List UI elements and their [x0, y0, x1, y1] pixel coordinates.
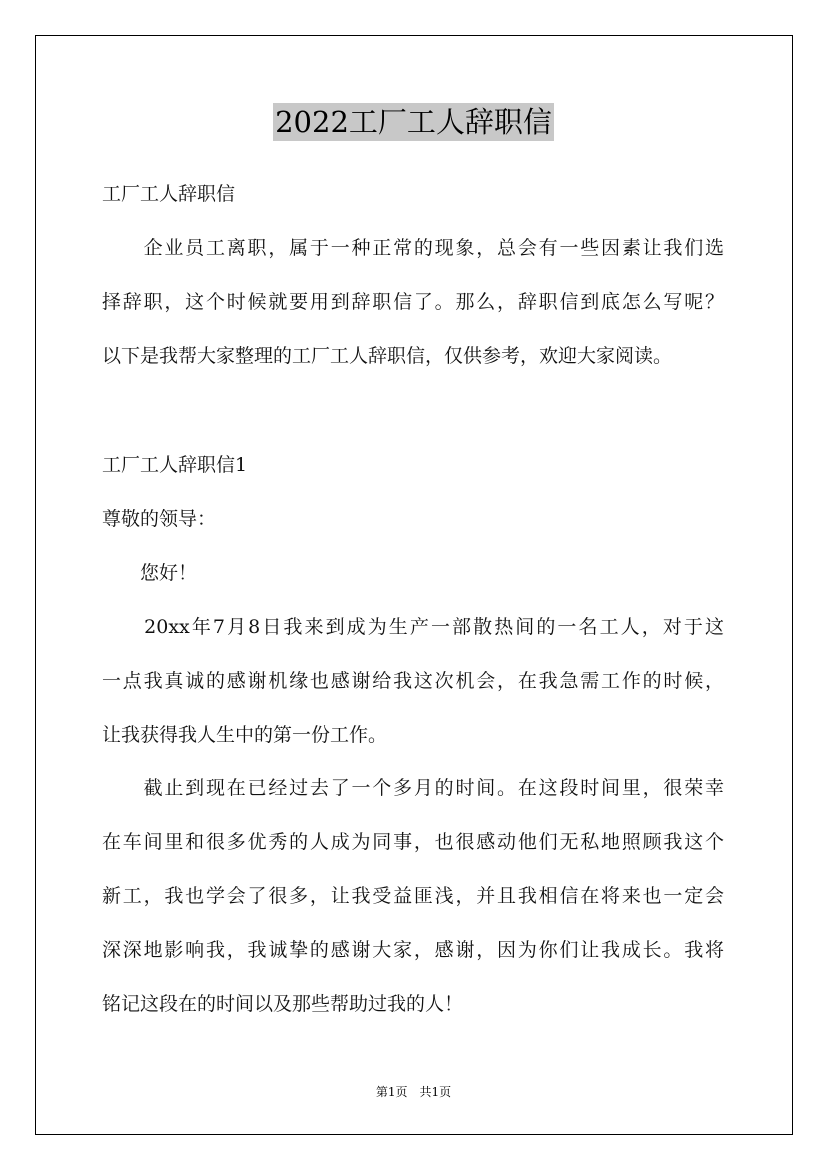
document-title: 2022工厂工人辞职信	[275, 105, 552, 139]
paragraph-line: 新工，我也学会了很多，让我受益匪浅，并且我相信在将来也一定会	[102, 885, 724, 907]
paragraph-line: 铭记这段在的时间以及那些帮助过我的人！	[102, 993, 464, 1015]
paragraph-line: 在车间里和很多优秀的人成为同事，也很感动他们无私地照顾我这个	[102, 831, 724, 853]
title-container	[0, 103, 827, 141]
paragraph-line: 以下是我帮大家整理的工厂工人辞职信，仅供参考，欢迎大家阅读。	[102, 345, 673, 367]
paragraph-line: 深深地影响我，我诚挚的感谢大家，感谢，因为你们让我成长。我将	[102, 939, 724, 961]
paragraph-line: 让我获得我人生中的第一份工作。	[102, 724, 388, 746]
subtitle-line: 工厂工人辞职信	[102, 183, 236, 205]
paragraph-line: 20xx年7月8日我来到成为生产一部散热间的一名工人，对于这	[102, 616, 724, 638]
section-heading: 工厂工人辞职信1	[102, 454, 248, 476]
paragraph-line: 企业员工离职，属于一种正常的现象，总会有一些因素让我们选	[102, 237, 724, 259]
paragraph-line: 一点我真诚的感谢机缘也感谢给我这次机会，在我急需工作的时候，	[102, 670, 724, 692]
greeting: 您好！	[102, 562, 198, 584]
paragraph-line: 截止到现在已经过去了一个多月的时间。在这段时间里，很荣幸	[102, 777, 724, 799]
salutation: 尊敬的领导：	[102, 508, 217, 530]
page-footer: 第1页 共1页	[375, 1085, 452, 1099]
paragraph-line: 择辞职，这个时候就要用到辞职信了。那么，辞职信到底怎么写呢？	[102, 291, 724, 313]
